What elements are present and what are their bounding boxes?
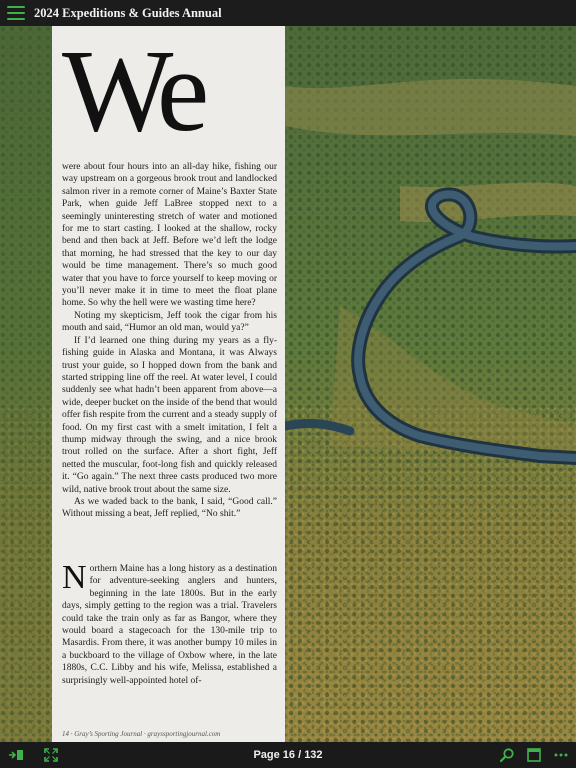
article-section-2 [62,559,277,687]
article-paragraph: Noting my skepticism, Jeff took the cigar from his mouth and said, “Humor an old man, would ya?” [62,310,277,334]
article-page [52,26,285,742]
article-dropcap: We [62,26,203,156]
top-toolbar [0,0,576,26]
section-dropcap: N [62,559,87,596]
article-paragraph: were about four hours into an all-day hike, fishing our way upstream on a gorgeous brook trout and landlocked salmon river in a remote corner of Maine’s Baxter State Park, when guide Jeff LaBree stopped next to a seemingly uninteresting stretch of water and motioned for me to start casting. I looked at the shallow, rocky bend and then back at Jeff. Before we’d left the lodge that morning, he had stressed that the key to our day would be time management. There’s so much good water that you have to force yourself to keep moving or you’ll never make it in time to meet the float plane home. So why the hell were we wasting time here? [62,162,277,309]
bottom-toolbar [0,742,576,768]
menu-icon[interactable] [7,6,25,20]
article-body [62,161,277,521]
magazine-spread[interactable] [0,26,576,742]
section-text: orthern Maine has a long history as a destination for adventure-seeking anglers and hunters, beginning in the late 1800s. But in the early days, simply getting to the region was a trial. Travelers could take the train only as far as Bangor, where they would board a stagecoach for the 130-mile trip to Masardis. From there, it was another bumpy 10 miles in a buckboard to the village of Oxbow where, in the late 1880s, C.C. Libby and his wife, Melissa, established a surprisingly well-appointed hotel of- [62,564,277,686]
article-paragraph: If I’d learned one thing during my years as a fly-fishing guide in Alaska and Montana, it was Always trust your guide, so I hopped down from the bank and started stripping line off the reel. At water level, I could suddenly see what hadn’t been apparent from above—a wide, deeper bucket on the inside of the bend that would offer fish respite from the current and a steady supply of food. On my first cast with a smelt imitation, I felt a thump midway through the swing, and a nice brook trout rolled on the surface. After a short fight, Jeff netted the muscular, foot-long fish and quickly released it. “Go again.” The next three casts produced two more wild, native brook trout about the same size. [62,335,278,495]
article-paragraph: As we waded back to the bank, I said, “Good call.” Without missing a beat, Jeff replied, “No shit.” [62,496,277,520]
page-folio: 14 · Gray’s Sporting Journal · grayssportingjournal.com [62,730,221,738]
publication-title: 2024 Expeditions & Guides Annual [34,5,222,20]
more-icon[interactable] [553,747,569,763]
thumbnails-icon[interactable] [526,747,542,763]
page-indicator: Page 16 / 132 [253,749,323,761]
search-icon[interactable] [499,747,515,763]
